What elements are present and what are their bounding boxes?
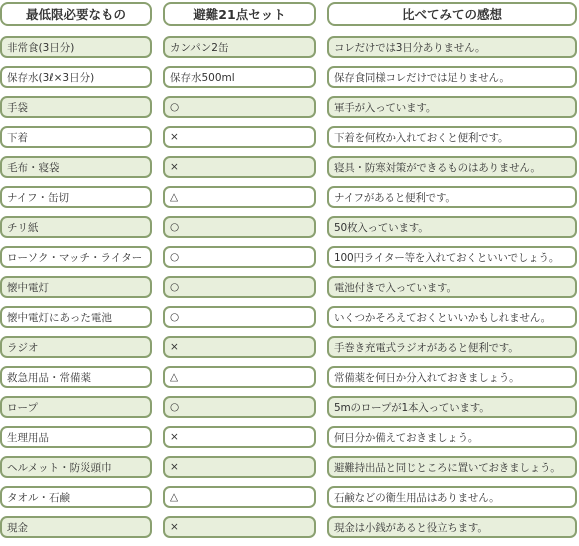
kit-cell: ×	[163, 456, 316, 478]
item-cell: ラジオ	[0, 336, 152, 358]
item-cell: 懐中電灯	[0, 276, 152, 298]
table-row	[0, 156, 579, 186]
kit-cell: ○	[163, 396, 316, 418]
kit-cell: △	[163, 186, 316, 208]
item-cell: 毛布・寝袋	[0, 156, 152, 178]
item-cell: 救急用品・常備薬	[0, 366, 152, 388]
note-cell: 5mのロープが1本入っています。	[327, 396, 577, 418]
table-row	[0, 246, 579, 276]
header-evacuation-kit: 避難21点セット	[163, 2, 316, 26]
header-impressions: 比べてみての感想	[327, 2, 577, 26]
kit-cell: ○	[163, 246, 316, 268]
kit-cell: ×	[163, 516, 316, 538]
table-row	[0, 36, 579, 66]
note-cell: コレだけでは3日分ありません。	[327, 36, 577, 58]
note-cell: 石鹸などの衛生用品はありません。	[327, 486, 577, 508]
kit-cell: ×	[163, 426, 316, 448]
kit-cell: ○	[163, 306, 316, 328]
table-row	[0, 306, 579, 336]
item-cell: タオル・石鹸	[0, 486, 152, 508]
item-cell: 下着	[0, 126, 152, 148]
note-cell: 何日分か備えておきましょう。	[327, 426, 577, 448]
table-row	[0, 336, 579, 366]
item-cell: チリ紙	[0, 216, 152, 238]
kit-cell: 保存水500ml	[163, 66, 316, 88]
note-cell: 避難持出品と同じところに置いておきましょう。	[327, 456, 577, 478]
table-row	[0, 426, 579, 456]
item-cell: ナイフ・缶切	[0, 186, 152, 208]
item-cell: 手袋	[0, 96, 152, 118]
note-cell: 100円ライター等を入れておくといいでしょう。	[327, 246, 577, 268]
table-header	[0, 2, 579, 28]
table-row	[0, 66, 579, 96]
kit-cell: △	[163, 486, 316, 508]
table-row	[0, 396, 579, 426]
header-required-items: 最低限必要なもの	[0, 2, 152, 26]
note-cell: 保存食同様コレだけでは足りません。	[327, 66, 577, 88]
table-body	[0, 36, 579, 546]
kit-cell: ×	[163, 126, 316, 148]
item-cell: 生理用品	[0, 426, 152, 448]
note-cell: 常備薬を何日か分入れておきましょう。	[327, 366, 577, 388]
kit-cell: ○	[163, 96, 316, 118]
kit-cell: ×	[163, 336, 316, 358]
note-cell: 軍手が入っています。	[327, 96, 577, 118]
note-cell: ナイフがあると便利です。	[327, 186, 577, 208]
table-row	[0, 96, 579, 126]
table-row	[0, 216, 579, 246]
table-row	[0, 516, 579, 546]
table-row	[0, 456, 579, 486]
item-cell: 非常食(3日分)	[0, 36, 152, 58]
note-cell: 電池付きで入っています。	[327, 276, 577, 298]
item-cell: 保存水(3ℓ×3日分)	[0, 66, 152, 88]
kit-cell: ○	[163, 276, 316, 298]
table-row	[0, 126, 579, 156]
note-cell: 現金は小銭があると役立ちます。	[327, 516, 577, 538]
kit-cell: ×	[163, 156, 316, 178]
table-row	[0, 486, 579, 516]
note-cell: 手巻き充電式ラジオがあると便利です。	[327, 336, 577, 358]
item-cell: ヘルメット・防災頭巾	[0, 456, 152, 478]
note-cell: 寝具・防寒対策ができるものはありません。	[327, 156, 577, 178]
kit-cell: △	[163, 366, 316, 388]
item-cell: 現金	[0, 516, 152, 538]
note-cell: いくつかそろえておくといいかもしれません。	[327, 306, 577, 328]
kit-cell: カンパン2缶	[163, 36, 316, 58]
item-cell: ロープ	[0, 396, 152, 418]
note-cell: 50枚入っています。	[327, 216, 577, 238]
table-row	[0, 276, 579, 306]
note-cell: 下着を何枚か入れておくと便利です。	[327, 126, 577, 148]
item-cell: ローソク・マッチ・ライター	[0, 246, 152, 268]
table-row	[0, 366, 579, 396]
item-cell: 懐中電灯にあった電池	[0, 306, 152, 328]
table-row	[0, 186, 579, 216]
kit-cell: ○	[163, 216, 316, 238]
